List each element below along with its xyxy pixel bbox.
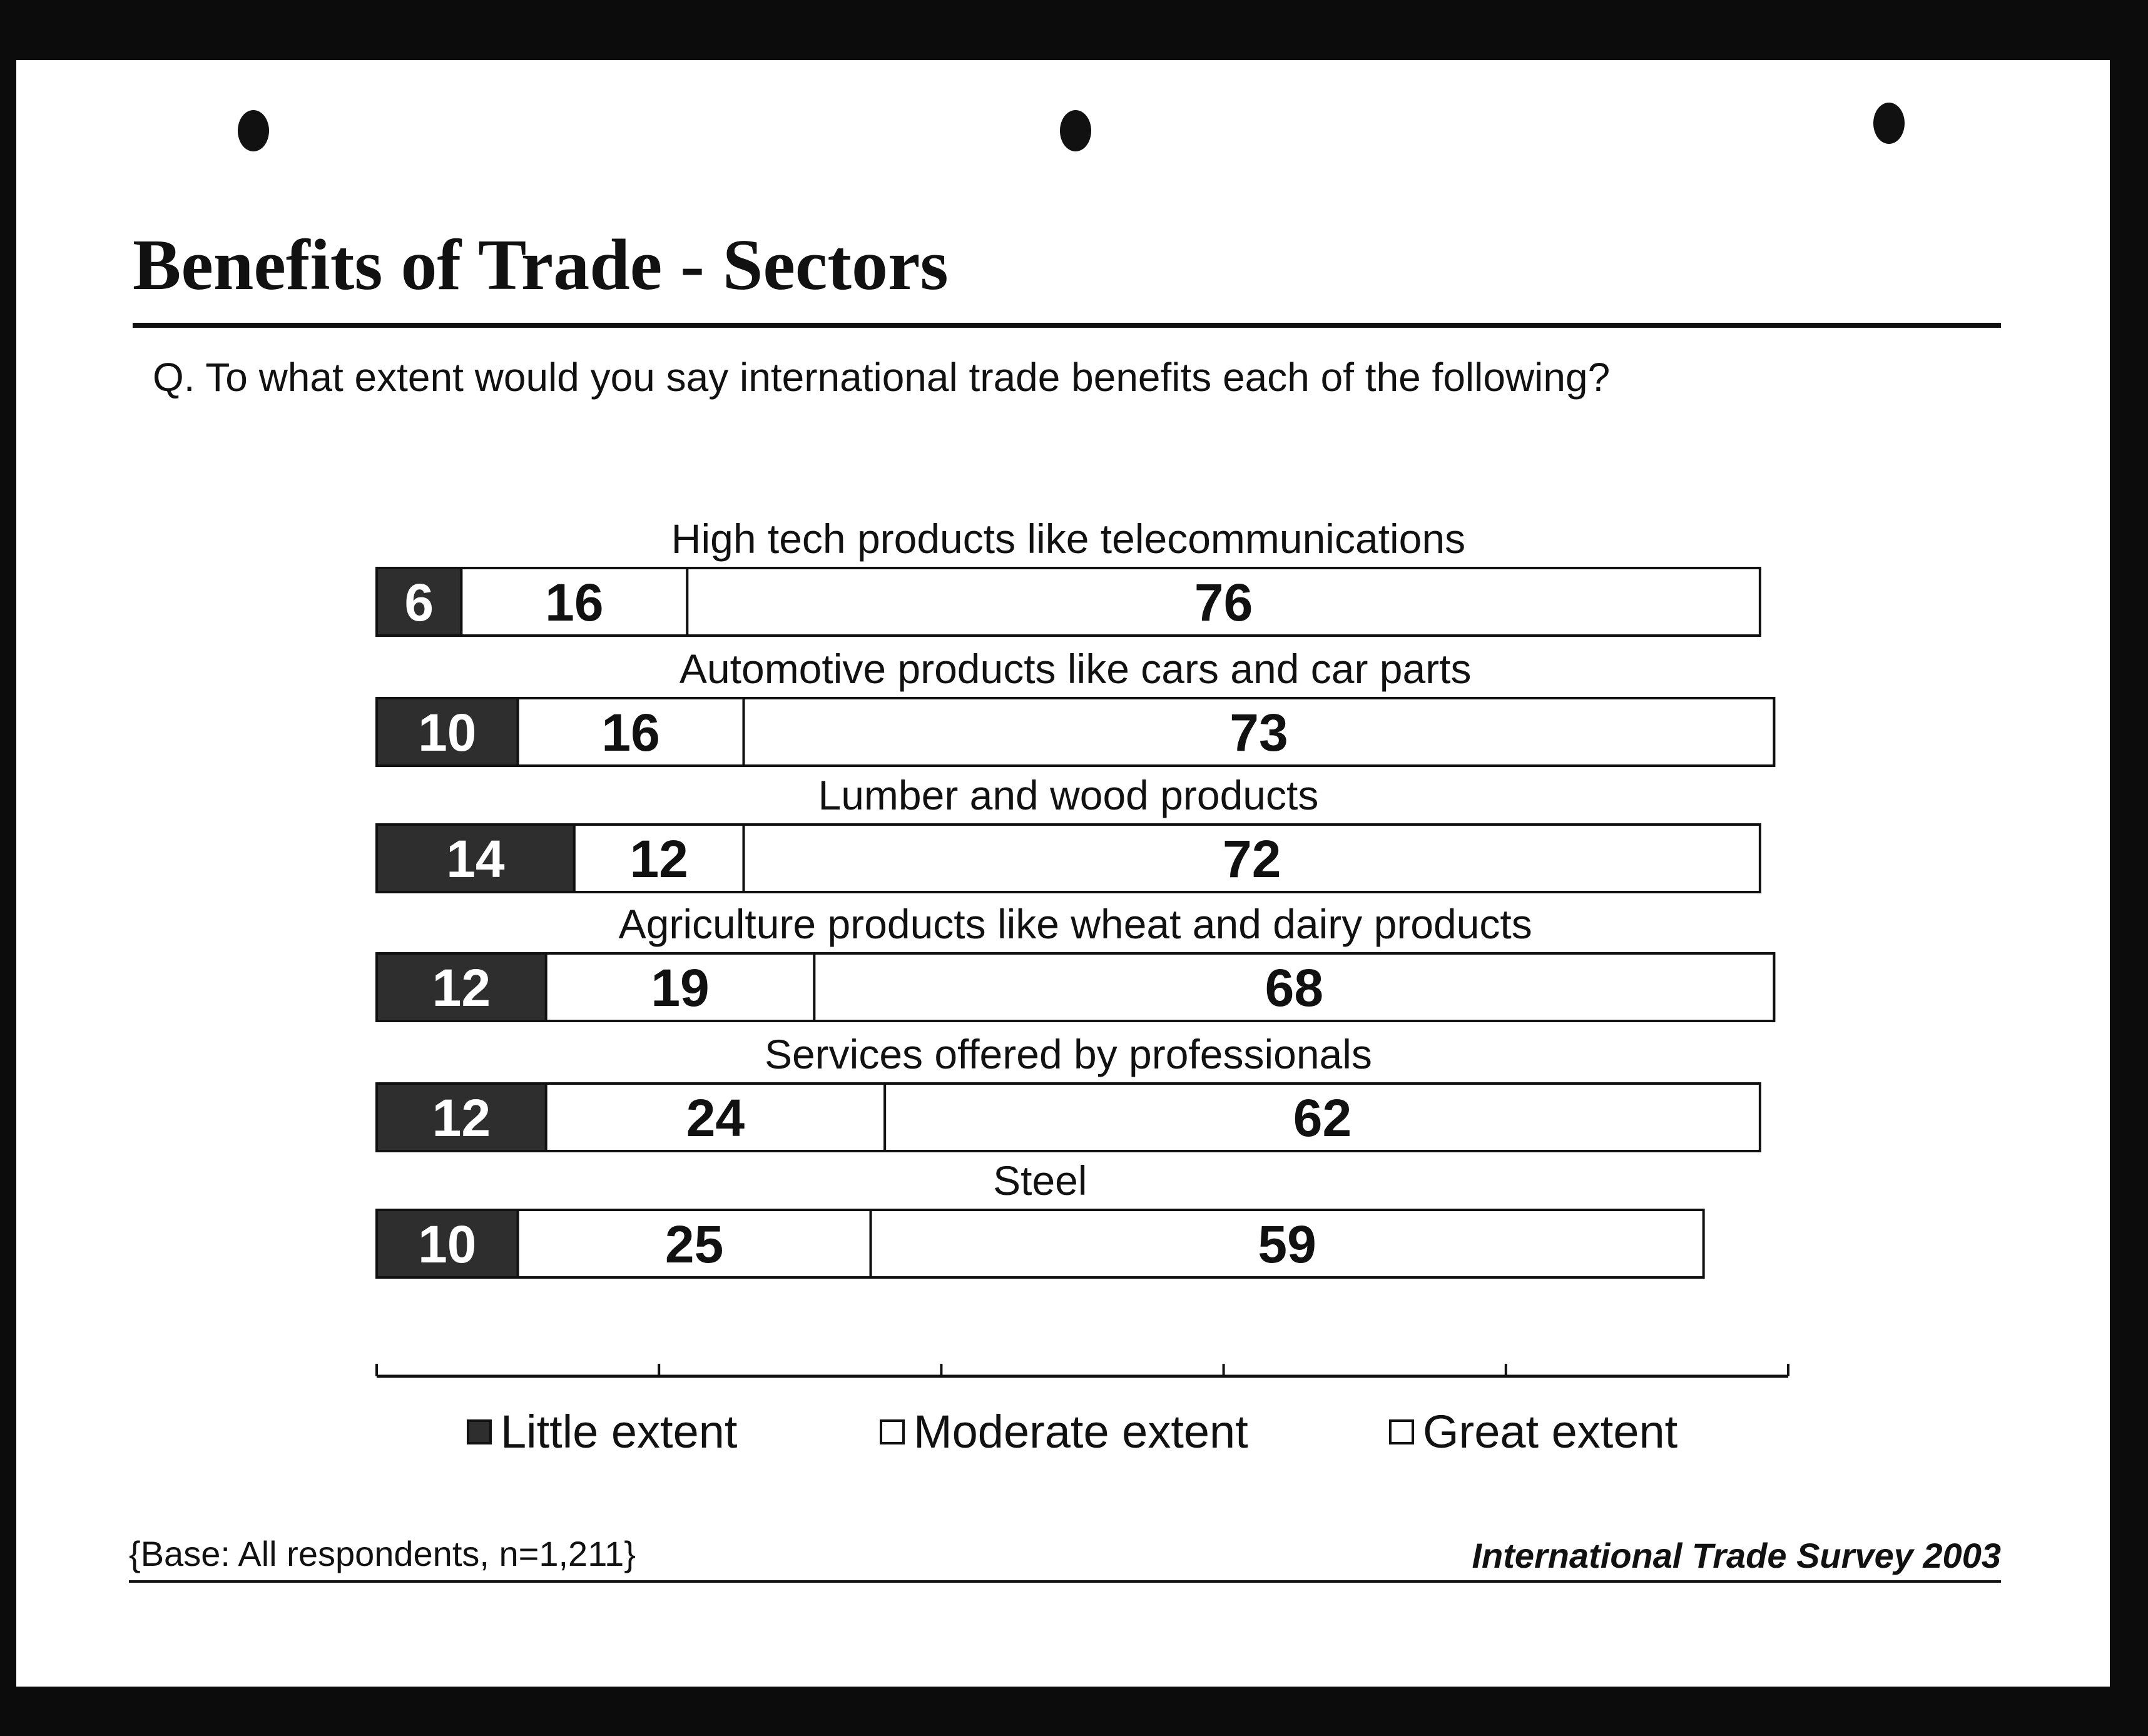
- data-label: 14: [446, 830, 505, 888]
- category-label: Lumber and wood products: [818, 772, 1319, 818]
- data-label: 16: [545, 573, 604, 632]
- category-label: Agriculture products like wheat and dairy products: [618, 901, 1532, 947]
- data-label: 62: [1293, 1089, 1352, 1147]
- data-label: 10: [418, 703, 477, 762]
- category-label: High tech products like telecommunications: [671, 515, 1466, 562]
- legend-swatch: [880, 1419, 905, 1444]
- footer-divider: [129, 1580, 2001, 1583]
- legend-swatch: [467, 1419, 492, 1444]
- legend-swatch: [1389, 1419, 1414, 1444]
- category-label: Steel: [993, 1157, 1087, 1204]
- data-label: 16: [601, 703, 660, 762]
- survey-question: Q. To what extent would you say international trade benefits each of the following?: [153, 355, 1611, 400]
- slide: [16, 60, 2110, 1687]
- page-title: Benefits of Trade - Sectors: [133, 225, 949, 305]
- data-label: 68: [1265, 958, 1324, 1017]
- category-label: Automotive products like cars and car parts: [679, 646, 1472, 692]
- legend-item: [467, 1405, 737, 1458]
- data-label: 24: [686, 1089, 745, 1147]
- stacked-bar-chart: [16, 60, 2110, 1405]
- data-label: 6: [404, 573, 434, 632]
- data-label: 73: [1229, 703, 1288, 762]
- data-label: 12: [432, 1089, 491, 1147]
- base-note: {Base: All respondents, n=1,211}: [129, 1534, 636, 1573]
- data-label: 10: [418, 1215, 477, 1274]
- source-label: International Trade Survey 2003: [1472, 1536, 2001, 1575]
- data-label: 19: [651, 958, 710, 1017]
- data-label: 72: [1223, 830, 1281, 888]
- category-label: Services offered by professionals: [764, 1031, 1372, 1077]
- data-label: 76: [1194, 573, 1253, 632]
- data-label: 25: [664, 1215, 724, 1274]
- legend-label: Little extent: [501, 1406, 738, 1458]
- legend-item: [880, 1405, 1248, 1458]
- legend-label: Great extent: [1423, 1406, 1678, 1458]
- legend-item: [1389, 1405, 1677, 1458]
- data-label: 12: [432, 958, 491, 1017]
- data-label: 59: [1258, 1215, 1316, 1274]
- chart-legend: [16, 1405, 2110, 1468]
- legend-label: Moderate extent: [914, 1406, 1248, 1458]
- data-label: 12: [629, 830, 688, 888]
